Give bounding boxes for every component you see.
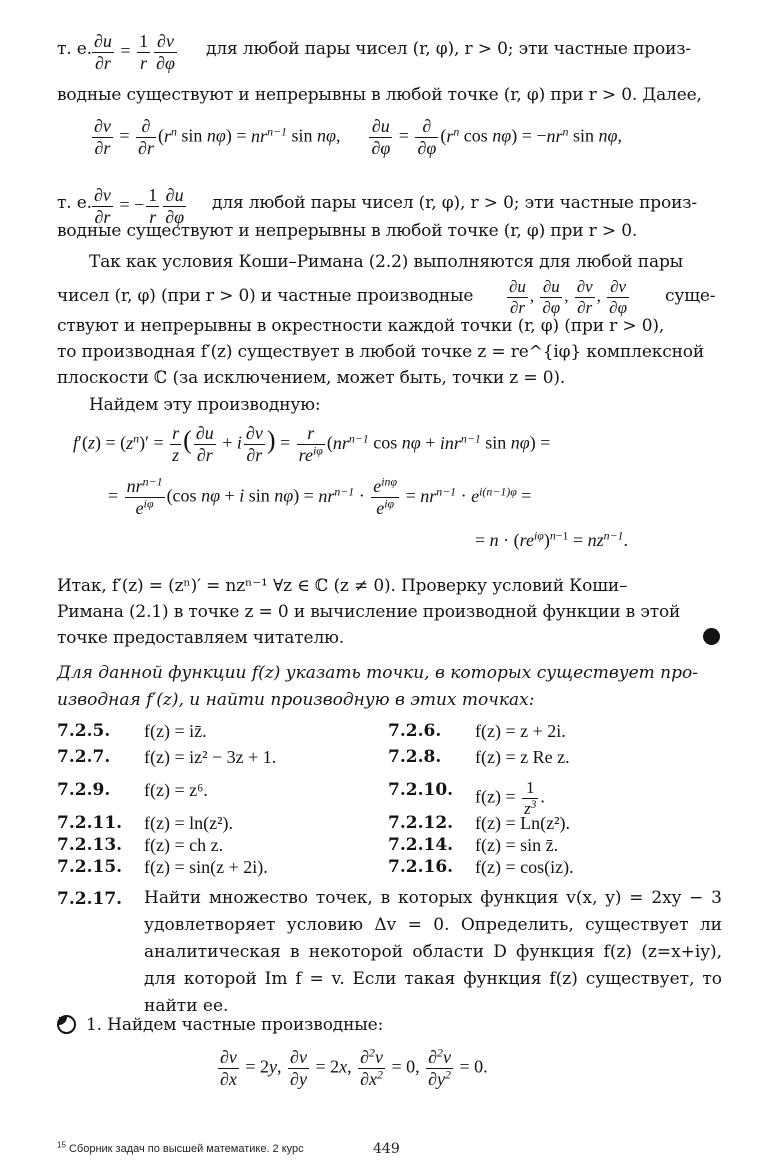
problem-number: 7.2.6. <box>388 721 442 741</box>
problem-function-lhs: f(z) = <box>475 786 516 807</box>
footnote-text: Сборник задач по высшей математике. 2 курс <box>68 1143 304 1155</box>
problem-function: f(z) = iz̄. <box>144 721 207 741</box>
problem-number: 7.2.10. <box>388 780 454 800</box>
problem-number: 7.2.5. <box>57 721 111 741</box>
problem-function: f(z) = iz² − 3z + 1. <box>144 747 277 767</box>
problem-number: 7.2.9. <box>57 780 111 800</box>
footnote <box>57 1140 304 1155</box>
exercise-heading: Для данной функции f(z) указать точки, в которых существует про-изводная f′(z), и найти производную в этих точках: <box>57 663 698 710</box>
problem-function: f(z) = sin(z + 2i). <box>144 857 268 877</box>
formula-du-dr: $\frac{\partial u}{\partial r}$ = $\frac{1}{r}$ $\frac{\partial v}{\partial\varphi}$ <box>94 31 175 73</box>
line-11: Итак, f′(z) = (zⁿ)′ = nzⁿ⁻¹ ∀z ∈ ℂ (z ≠ 0). Проверку условий Коши– <box>57 576 628 596</box>
line-6b: суще- <box>665 286 716 306</box>
partials-list: $\frac{\partial u}{\partial r}$ , $\frac{\partial u}{\partial\varphi}$ , $\frac{\partial v}{\partial r}$ , $\frac{\partial v}{\partial\varphi}$ <box>509 277 627 317</box>
footnote-mark: 15 <box>57 1140 66 1150</box>
line-4: водные существуют и непрерывны в любой точке (r, φ) при r > 0. <box>57 221 638 241</box>
line-8: то производная f′(z) существует в любой точке z = re^{iφ} комплексной <box>57 342 705 362</box>
line-2: водные существуют и непрерывны в любой точке (r, φ) при r > 0. Далее, <box>57 85 702 105</box>
problem-function: f(z) = z⁶. <box>144 780 208 800</box>
problem-function: f(z) = Ln(z²). <box>475 813 570 833</box>
solution-step-1: 1. Найдем частные производные: <box>86 1015 384 1035</box>
problem-number-717: 7.2.17. <box>57 889 123 909</box>
problem-function: f(z) = sin z̄. <box>475 835 559 855</box>
line-1-rest: для любой пары чисел (r, φ), r > 0; эти частные произ- <box>206 39 691 59</box>
problem-number: 7.2.15. <box>57 857 123 877</box>
problem-function: f(z) = ch z. <box>144 835 224 855</box>
problem-function: f(z) = z Re z. <box>475 747 570 767</box>
derivation-line-3: = $n \cdot (re^{i\varphi})^{n-1} = nz^{n-1}$. <box>475 528 628 550</box>
problem-number: 7.2.13. <box>57 835 123 855</box>
line-9: плоскости ℂ (за исключением, может быть, точки z = 0). <box>57 368 566 388</box>
derivation-line-1: $f'(z) = (z^n)'$ = $\frac{r}{z}$ ( $\frac{\partial u}{\partial r}$ + i $\frac{\partial v}{\partial r}$ ) = $\frac{r}{re^{i\varphi}}$ ($nr^{n-1}$ cos nφ + inr$^{n-1}$ sin nφ) = <box>73 423 551 465</box>
problem-number: 7.2.14. <box>388 835 454 855</box>
problem-function: f(z) = $\frac{1}{z^3}$ . <box>475 778 545 818</box>
line-6a: чисел (r, φ) (при r > 0) и частные производные <box>57 286 474 306</box>
formula-dv-dr-du-dphi: $\frac{\partial v}{\partial r}$ = $\frac{\partial}{\partial r}$ ($r^n$ $\sin n\varphi) = nr^{n-1}$ sin nφ, $\frac{\partial u}{\partial\varphi}$ = $\frac{\partial}{\partial\varphi}$ ($r^n$ $\cos n\varphi) = -nr^n$ sin nφ, <box>94 116 622 158</box>
page-number: 449 <box>373 1141 400 1157</box>
problem-function: f(z) = ln(z²). <box>144 813 233 833</box>
problem-function: f(z) = cos(iz). <box>475 857 574 877</box>
problem-function: f(z) = z + 2i. <box>475 721 566 741</box>
te-label-2: т. е. <box>57 193 92 213</box>
line-3-rest: для любой пары чисел (r, φ), r > 0; эти частные произ- <box>212 193 697 213</box>
line-13: точке предоставляем читателю. <box>57 628 345 648</box>
formula-dv-dr-2: $\frac{\partial v}{\partial r}$ = − $\frac{1}{r}$ $\frac{\partial u}{\partial\varphi}$ <box>94 185 185 227</box>
line-10: Найдем эту производную: <box>89 395 321 415</box>
line-12: Римана (2.1) в точке z = 0 и вычисление производной функции в этой <box>57 602 681 622</box>
formula-partials-v: $\frac{\partial v}{\partial x}$ = 2y, $\frac{\partial v}{\partial y}$ = 2x, $\frac{\partial^2v}{\partial x^2}$ = 0, $\frac{\partial^2v}{\partial y^2}$ = 0. <box>220 1045 488 1089</box>
problem-number: 7.2.16. <box>388 857 454 877</box>
derivation-line-2: = $\frac{nr^{n-1}}{e^{i\varphi}}$ (cos nφ + i $\sin n\varphi) = nr^{n-1}$ · $\frac{e^{in\varphi}}{e^{i\varphi}}$ = $nr^{n-1} \cdot e^{i(n-1)\varphi}$ = <box>108 474 532 518</box>
te-label-1: т. е. <box>57 39 92 59</box>
line-5: Так как условия Коши–Римана (2.2) выполняются для любой пары <box>89 252 684 272</box>
line-1 <box>57 38 92 60</box>
problem-number: 7.2.12. <box>388 813 454 833</box>
end-of-proof-icon <box>703 628 720 645</box>
problem-number: 7.2.7. <box>57 747 111 767</box>
problem-717-text: Найти множество точек, в которых функция v(x, y) = 2xy − 3 удовлетворяет условию Δv = 0. Определить, существует ли аналитическая в некоторой области D функция f(z) (z=x+iy), для которой Im f = v. Если такая функция f(z) существует, то найти ее. <box>144 888 722 1016</box>
problem-number: 7.2.8. <box>388 747 442 767</box>
line-7: ствуют и непрерывны в окрестности каждой точки (r, φ) (при r > 0), <box>57 316 665 336</box>
problem-number: 7.2.11. <box>57 813 123 833</box>
